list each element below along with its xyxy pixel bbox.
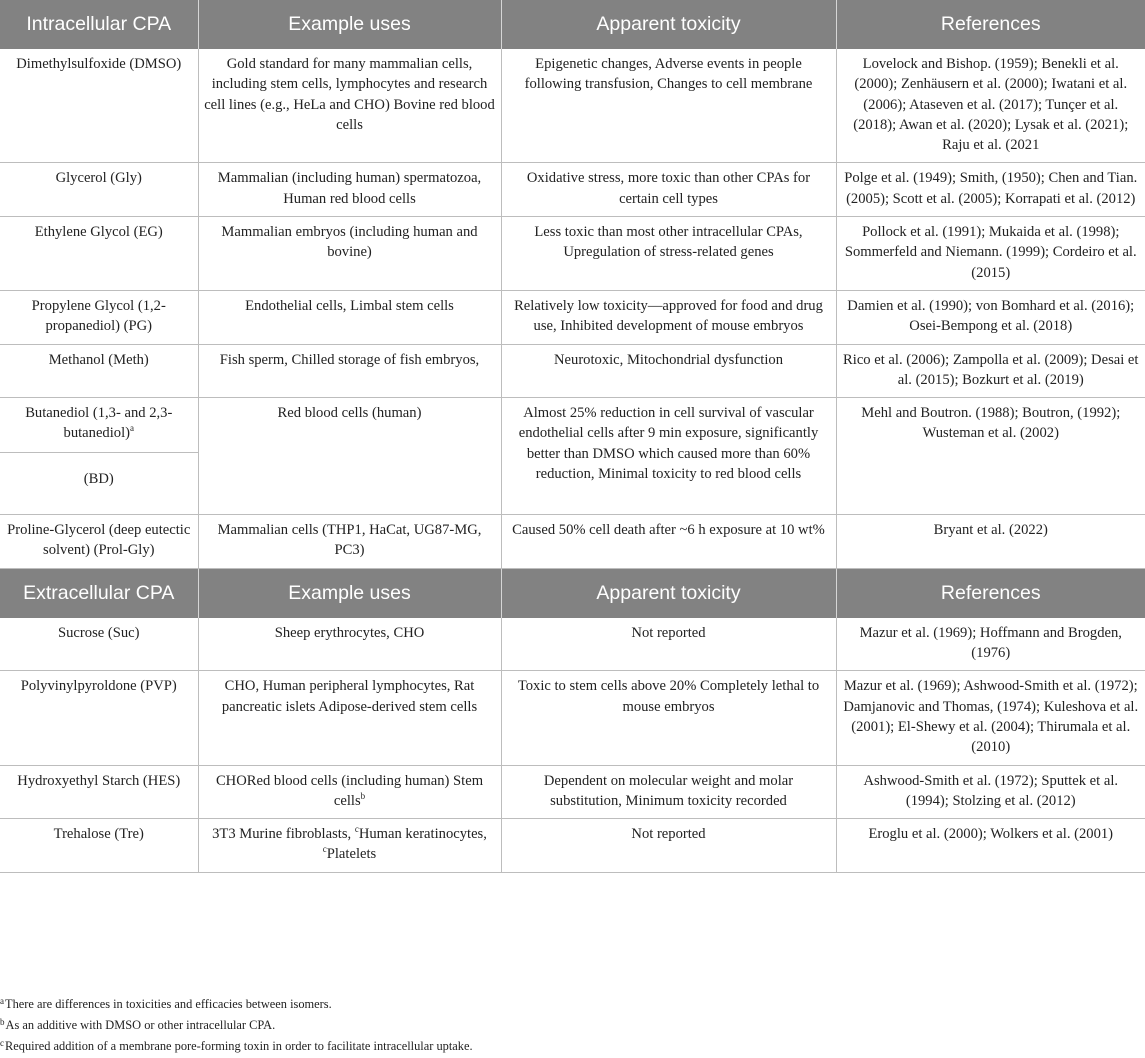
cpa-name: Glycerol (Gly) (0, 163, 198, 217)
table-row (0, 217, 1145, 291)
table-row (0, 618, 1145, 671)
references: Pollock et al. (1991); Mukaida et al. (1998); Sommerfeld and Niemann. (1999); Cordeiro et al. (2015) (836, 217, 1145, 291)
cpa-abbreviation: (BD) (0, 453, 198, 515)
extracellular-header-row (0, 568, 1145, 618)
header-apparent-toxicity: Apparent toxicity (501, 568, 836, 618)
apparent-toxicity: Almost 25% reduction in cell survival of vascular endothelial cells after 9 min exposure, significantly better than DMSO which caused more than 60% reduction, Minimal toxicity to red blood cells (501, 398, 836, 515)
header-references: References (836, 568, 1145, 618)
table-row (0, 819, 1145, 873)
table-row (0, 765, 1145, 819)
references: Mazur et al. (1969); Hoffmann and Brogden, (1976) (836, 618, 1145, 671)
cpa-name (0, 398, 198, 453)
apparent-toxicity: Toxic to stem cells above 20% Completely lethal to mouse embryos (501, 671, 836, 765)
apparent-toxicity: Epigenetic changes, Adverse events in people following transfusion, Changes to cell membrane (501, 49, 836, 163)
footnote-mark: a (0, 996, 4, 1006)
apparent-toxicity: Not reported (501, 618, 836, 671)
footnote-text: Required addition of a membrane pore-forming toxin in order to facilitate intracellular uptake. (5, 1039, 473, 1053)
cpa-name-text: Butanediol (1,3- and 2,3-butanediol) (25, 405, 173, 442)
header-example-uses: Example uses (198, 568, 501, 618)
references: Ashwood-Smith et al. (1972); Sputtek et al. (1994); Stolzing et al. (2012) (836, 765, 1145, 819)
table-row-butanediol (0, 398, 1145, 453)
cpa-name: Ethylene Glycol (EG) (0, 217, 198, 291)
example-uses-text: Platelets (326, 846, 377, 863)
footnote-c (0, 1039, 473, 1054)
cpa-name: Dimethylsulfoxide (DMSO) (0, 49, 198, 163)
cpa-name: Propylene Glycol (1,2-propanediol) (PG) (0, 290, 198, 344)
footnote-mark: b (360, 790, 366, 801)
header-cpa: Intracellular CPA (0, 0, 198, 49)
footnote-mark: a (129, 423, 134, 434)
example-uses: Mammalian (including human) spermatozoa, Human red blood cells (198, 163, 501, 217)
example-uses: CHO, Human peripheral lymphocytes, Rat pancreatic islets Adipose-derived stem cells (198, 671, 501, 765)
header-example-uses: Example uses (198, 0, 501, 49)
example-uses-text: 3T3 Murine fibroblasts, (212, 826, 355, 843)
example-uses: Mammalian cells (THP1, HaCat, UG87-MG, PC3) (198, 515, 501, 569)
header-cpa: Extracellular CPA (0, 568, 198, 618)
apparent-toxicity: Neurotoxic, Mitochondrial dysfunction (501, 344, 836, 398)
cpa-name: Hydroxyethyl Starch (HES) (0, 765, 198, 819)
apparent-toxicity: Less toxic than most other intracellular CPAs, Upregulation of stress-related genes (501, 217, 836, 291)
example-uses: Endothelial cells, Limbal stem cells (198, 290, 501, 344)
footnote-text: As an additive with DMSO or other intracellular CPA. (5, 1018, 276, 1032)
intracellular-header-row (0, 0, 1145, 49)
references: Lovelock and Bishop. (1959); Benekli et al. (2000); Zenhäusern et al. (2000); Iwatani et al. (2006); Ataseven et al. (2017); Tunçer et al. (2018); Awan et al. (2020); Lysak et al. (2021); Raju et al. (2021 (836, 49, 1145, 163)
footnote-text: There are differences in toxicities and efficacies between isomers. (5, 997, 332, 1011)
example-uses: Red blood cells (human) (198, 398, 501, 515)
references: Mazur et al. (1969); Ashwood-Smith et al. (1972); Damjanovic and Thomas, (1974); Kuleshova et al. (2001); El-Shewy et al. (2004); Thirumala et al. (2010) (836, 671, 1145, 765)
example-uses (198, 765, 501, 819)
references: Rico et al. (2006); Zampolla et al. (2009); Desai et al. (2015); Bozkurt et al. (2019) (836, 344, 1145, 398)
references: Bryant et al. (2022) (836, 515, 1145, 569)
references: Mehl and Boutron. (1988); Boutron, (1992); Wusteman et al. (2002) (836, 398, 1145, 515)
table-row (0, 163, 1145, 217)
table-row (0, 344, 1145, 398)
apparent-toxicity: Not reported (501, 819, 836, 873)
header-apparent-toxicity: Apparent toxicity (501, 0, 836, 49)
example-uses: Sheep erythrocytes, CHO (198, 618, 501, 671)
table-row (0, 290, 1145, 344)
cpa-name: Sucrose (Suc) (0, 618, 198, 671)
cpa-name: Proline-Glycerol (deep eutectic solvent) (Prol-Gly) (0, 515, 198, 569)
cpa-name: Methanol (Meth) (0, 344, 198, 398)
references: Polge et al. (1949); Smith, (1950); Chen and Tian. (2005); Scott et al. (2005); Korrapati et al. (2012) (836, 163, 1145, 217)
footnote-mark: c (354, 824, 359, 835)
header-references: References (836, 0, 1145, 49)
references: Damien et al. (1990); von Bomhard et al. (2016); Osei-Bempong et al. (2018) (836, 290, 1145, 344)
apparent-toxicity: Oxidative stress, more toxic than other CPAs for certain cell types (501, 163, 836, 217)
footnote-mark: c (322, 844, 327, 855)
example-uses-text: Human keratinocytes, (358, 826, 487, 843)
footnote-mark: b (0, 1017, 5, 1027)
references: Eroglu et al. (2000); Wolkers et al. (2001) (836, 819, 1145, 873)
example-uses-text: CHORed blood cells (including human) Stem cells (215, 772, 484, 809)
example-uses: Mammalian embryos (including human and bovine) (198, 217, 501, 291)
footnote-b (0, 1018, 275, 1033)
apparent-toxicity: Dependent on molecular weight and molar substitution, Minimum toxicity recorded (501, 765, 836, 819)
apparent-toxicity: Relatively low toxicity—approved for food and drug use, Inhibited development of mouse embryos (501, 290, 836, 344)
table-row (0, 49, 1145, 163)
table-row (0, 671, 1145, 765)
example-uses: Gold standard for many mammalian cells, including stem cells, lymphocytes and research cell lines (e.g., HeLa and CHO) Bovine red blood cells (198, 49, 501, 163)
apparent-toxicity: Caused 50% cell death after ~6 h exposure at 10 wt% (501, 515, 836, 569)
example-uses (198, 819, 501, 873)
table-row (0, 515, 1145, 569)
footnote-a (0, 997, 332, 1012)
footnote-mark: c (0, 1038, 4, 1048)
cpa-name: Trehalose (Tre) (0, 819, 198, 873)
example-uses: Fish sperm, Chilled storage of fish embryos, (198, 344, 501, 398)
cpa-name: Polyvinylpyroldone (PVP) (0, 671, 198, 765)
